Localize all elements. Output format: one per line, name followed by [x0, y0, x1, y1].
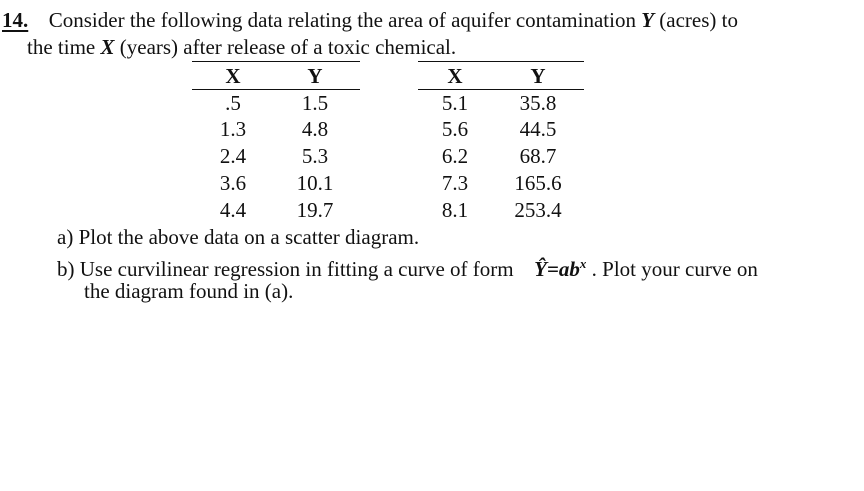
question-text-2-end: (years) after release of a toxic chemical.	[119, 35, 457, 59]
table-cell: 1.5	[301, 91, 329, 115]
table-cell: 10.1	[296, 171, 334, 195]
question-text-1-end: (acres) to	[659, 8, 738, 32]
table-cell: 5.3	[301, 144, 329, 168]
header-x-right: X	[447, 64, 463, 88]
table-cell: 5.6	[441, 117, 469, 141]
question-line-2	[27, 34, 456, 60]
table-cell: 4.4	[219, 198, 247, 222]
right-table-top-rule	[418, 61, 584, 62]
table-cell: 4.8	[301, 117, 329, 141]
y-variable: Y	[641, 8, 655, 32]
table-cell: 35.8	[519, 91, 557, 115]
formula-exponent: x	[579, 256, 587, 271]
question-text-1: Consider the following data relating the area of aquifer contamination	[48, 8, 636, 32]
table-cell: 44.5	[519, 117, 557, 141]
table-cell: 5.1	[441, 91, 469, 115]
table-cell: 8.1	[441, 198, 469, 222]
table-cell: 6.2	[441, 144, 469, 168]
table-cell: 3.6	[219, 171, 247, 195]
table-cell: .5	[225, 91, 241, 115]
table-cell: 253.4	[514, 198, 562, 222]
table-cell: 2.4	[219, 144, 247, 168]
formula-base: Ŷ=ab	[534, 257, 580, 281]
part-b-text: b) Use curvilinear regression in fitting a curve of form	[57, 257, 514, 281]
table-cell: 1.3	[219, 117, 247, 141]
part-b-line-2: the diagram found in (a).	[84, 279, 294, 303]
question-number: 14.	[2, 8, 29, 32]
question-line-1	[2, 7, 738, 33]
left-table-top-rule	[192, 61, 360, 62]
question-text-2: the time	[27, 35, 96, 59]
table-cell: 165.6	[514, 171, 562, 195]
table-cell: 7.3	[441, 171, 469, 195]
table-cell: 19.7	[296, 198, 334, 222]
header-x-left: X	[225, 64, 241, 88]
part-b-text-end: . Plot your curve on	[591, 257, 758, 281]
x-variable: X	[100, 35, 115, 59]
header-y-right: Y	[530, 64, 546, 88]
header-y-left: Y	[307, 64, 323, 88]
regression-formula	[534, 257, 586, 281]
part-a: a) Plot the above data on a scatter diagram.	[57, 225, 420, 249]
table-cell: 68.7	[519, 144, 557, 168]
